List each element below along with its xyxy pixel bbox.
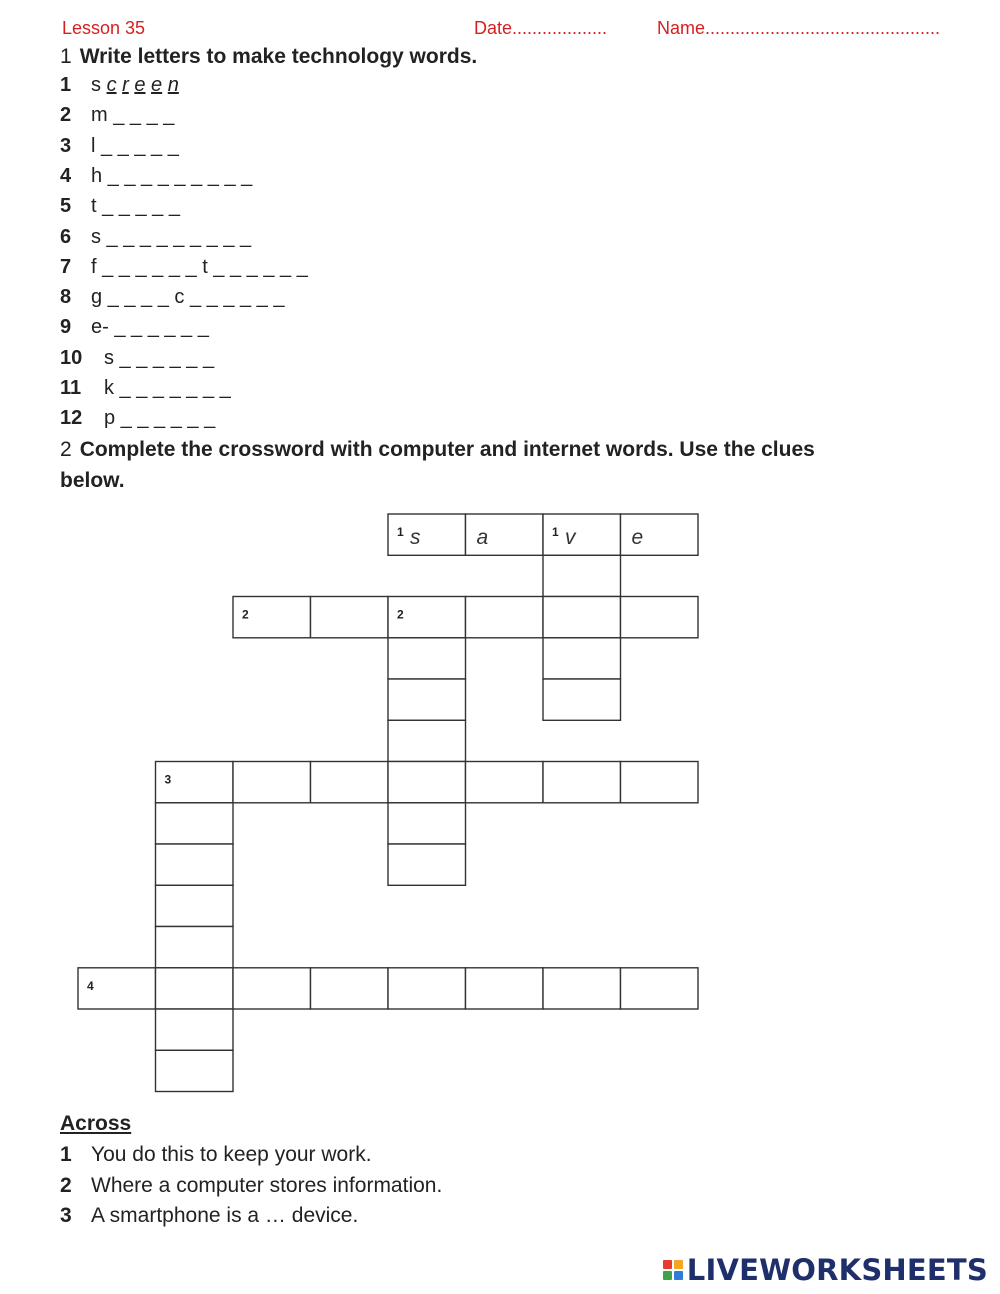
- across-clue: [60, 1143, 372, 1167]
- logo-icon: [663, 1260, 683, 1280]
- crossword-clue-number: 2: [242, 607, 249, 622]
- date-field[interactable]: Date...................: [474, 18, 608, 38]
- name-field[interactable]: Name...............................................: [657, 18, 941, 38]
- word-item-pattern[interactable]: g _ _ _ _ c _ _ _ _ _ _: [91, 286, 285, 309]
- word-item-pattern[interactable]: t _ _ _ _ _: [91, 195, 180, 218]
- word-item-number: 5: [60, 195, 72, 218]
- crossword-cell[interactable]: [311, 597, 389, 638]
- logo-text: LIVEWORKSHEETS: [686, 1253, 988, 1287]
- crossword-cell[interactable]: [388, 803, 466, 844]
- word-item-pattern[interactable]: e- _ _ _ _ _ _: [91, 316, 209, 339]
- crossword-cell[interactable]: [543, 762, 621, 803]
- crossword-clue-number: 2: [397, 607, 404, 622]
- word-item-pattern[interactable]: p _ _ _ _ _ _: [104, 407, 216, 430]
- crossword-cell[interactable]: [543, 555, 621, 596]
- across-clue-number: 2: [60, 1173, 72, 1197]
- across-clue-text: Where a computer stores information.: [91, 1173, 443, 1197]
- word-item-pattern[interactable]: l _ _ _ _ _: [91, 134, 179, 157]
- crossword-cell[interactable]: [311, 762, 389, 803]
- word-item-number: 6: [60, 225, 72, 248]
- word-item-number: 7: [60, 255, 72, 278]
- across-clue-number: 3: [60, 1204, 72, 1227]
- crossword-cell[interactable]: [466, 968, 544, 1009]
- word-item-number: 12: [60, 407, 83, 430]
- word-item-number: 4: [60, 164, 72, 187]
- crossword-clue-number: 1: [397, 525, 404, 539]
- crossword-cell[interactable]: [543, 638, 621, 679]
- crossword-cell[interactable]: [388, 720, 466, 761]
- crossword-cell[interactable]: [388, 844, 466, 885]
- crossword-cell[interactable]: [233, 762, 311, 803]
- crossword-cell[interactable]: [543, 679, 621, 720]
- crossword-cell[interactable]: [156, 885, 234, 926]
- word-item-pattern[interactable]: f _ _ _ _ _ _ t _ _ _ _ _ _: [91, 255, 308, 278]
- crossword-clue-number: 1: [552, 525, 559, 539]
- crossword-clue-number: 3: [164, 772, 172, 787]
- section1-number: 1: [60, 45, 72, 68]
- crossword-clue-number: 4: [87, 978, 94, 993]
- crossword-cell[interactable]: [621, 968, 699, 1009]
- word-item-number: 1: [60, 74, 72, 96]
- crossword-cell[interactable]: [388, 679, 466, 720]
- word-item-pattern[interactable]: k _ _ _ _ _ _ _: [104, 377, 231, 399]
- crossword-letter[interactable]: s: [410, 526, 421, 549]
- section2-instruction: Complete the crossword with computer and internet words. Use the clues: [79, 438, 815, 461]
- across-clue-number: 1: [60, 1143, 72, 1166]
- crossword-cell[interactable]: [156, 968, 234, 1009]
- across-clue: [60, 1174, 442, 1198]
- word-item-number: 9: [60, 316, 72, 339]
- liveworksheets-logo: [663, 1253, 988, 1287]
- crossword-cell[interactable]: [311, 968, 389, 1009]
- lesson-label: Lesson 35: [62, 18, 146, 38]
- crossword-cell[interactable]: [233, 968, 311, 1009]
- across-clue: [60, 1204, 358, 1228]
- crossword-cell[interactable]: [156, 844, 234, 885]
- across-clue-text: A smartphone is a … device.: [91, 1204, 359, 1227]
- crossword-letter[interactable]: e: [631, 526, 644, 549]
- word-item-number: 2: [60, 104, 72, 127]
- section1-instruction: Write letters to make technology words.: [79, 45, 478, 68]
- crossword-cell[interactable]: [156, 803, 234, 844]
- crossword-cell[interactable]: [156, 1050, 234, 1091]
- crossword-cell[interactable]: [543, 968, 621, 1009]
- word-item-number: 10: [60, 346, 83, 369]
- word-item-number: 8: [60, 286, 72, 309]
- crossword-letter[interactable]: a: [476, 526, 489, 549]
- word-item-pattern[interactable]: s _ _ _ _ _ _ _ _ _: [91, 225, 252, 248]
- word-item-pattern[interactable]: h _ _ _ _ _ _ _ _ _: [91, 164, 253, 187]
- crossword-cell[interactable]: [621, 597, 699, 638]
- crossword-cell[interactable]: [388, 762, 466, 803]
- word-item-pattern[interactable]: s _ _ _ _ _ _: [104, 346, 215, 369]
- section2-number: 2: [60, 438, 72, 461]
- crossword-cell[interactable]: [156, 1009, 234, 1050]
- crossword-cell[interactable]: [466, 597, 544, 638]
- crossword-cell[interactable]: [388, 968, 466, 1009]
- word-item-number: 3: [60, 134, 72, 157]
- crossword-cell[interactable]: [156, 927, 234, 968]
- crossword-cell[interactable]: [466, 762, 544, 803]
- word-item-pattern[interactable]: s c r e e n: [91, 74, 179, 96]
- crossword-cell[interactable]: [621, 762, 699, 803]
- word-item-pattern[interactable]: m _ _ _ _: [91, 104, 175, 127]
- across-heading: Across: [60, 1112, 132, 1135]
- across-clue-text: You do this to keep your work.: [91, 1143, 372, 1166]
- section2-instruction-cont: below.: [60, 469, 125, 492]
- crossword-letter[interactable]: v: [565, 526, 576, 549]
- word-item-number: 11: [60, 377, 82, 399]
- crossword-cell[interactable]: [388, 638, 466, 679]
- crossword-cell[interactable]: [543, 597, 621, 638]
